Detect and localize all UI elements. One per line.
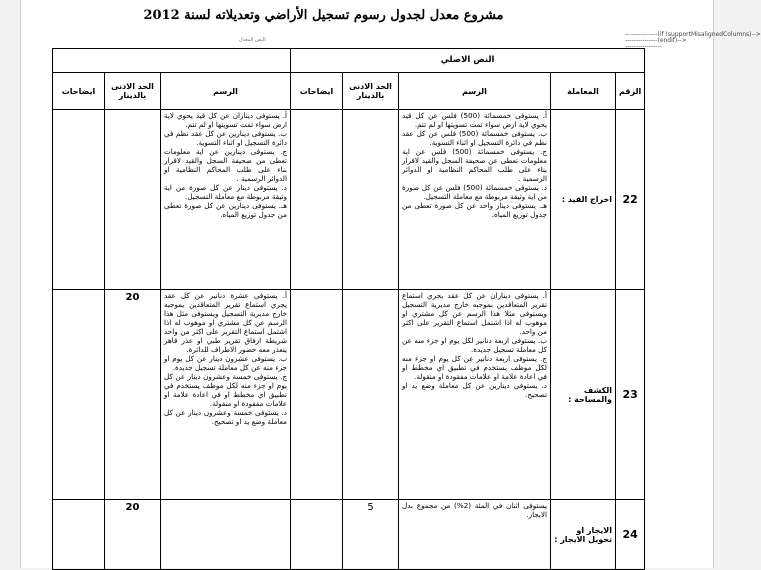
original-fee-cell bbox=[399, 500, 551, 570]
fee-clause: أ. يستوفى ديناران عن كل عقد يجري استماع تقرير المتعاقدين بموجبه خارج مديرية التسجيل ويستوفى مثلا هذا الرسم عن كل مشتري او موهوب له اذا اشتمل استماع التقرير على اكثر من واحد. bbox=[402, 291, 547, 336]
original-min-cell bbox=[343, 110, 399, 290]
amended-notes-cell bbox=[53, 290, 105, 500]
col-fee-header: الرسم bbox=[399, 73, 551, 110]
fee-clause: د. يستوفى دينار عن كل صورة من اية وثيقة مربوطة مع معاملة التسجيل. bbox=[164, 183, 287, 201]
row-transaction: الايجار او تحويل الايجار : bbox=[551, 500, 616, 570]
original-fee-cell bbox=[399, 290, 551, 500]
fee-clause: ب. يستوفى دينارين عن كل عقد نظم في دائرة التسجيل او اثناء التسوية. bbox=[164, 129, 287, 147]
col-min-header: الحد الادنى بالدينار bbox=[343, 73, 399, 110]
fee-clause: ج. يستوفى خمسة وعشرون دينار عن كل يوم او جزء منه لكل موظف يستخدم في تطبيق اي مخطط او في اعادة علامة او علامات مفقودة او منقولة. bbox=[164, 372, 287, 408]
amended-fee-cell bbox=[161, 110, 291, 290]
fee-clause: د. يستوفى دينارين عن كل معاملة وضع يد او تصحيح. bbox=[402, 381, 547, 399]
fee-clause: هـ. يستوفى دينار واحد عن كل صورة تعطى من جدول توزيع المياه. bbox=[402, 201, 547, 219]
col-min-header-amended: الحد الادنى بالدينار bbox=[105, 73, 161, 110]
amended-notes-cell bbox=[53, 500, 105, 570]
meta-line: ---------------(if !supportMisalignedColumns)--> bbox=[625, 31, 761, 38]
row-number: 22 bbox=[616, 110, 645, 290]
col-number-header: الرقم bbox=[616, 73, 645, 110]
original-fee-cell bbox=[399, 110, 551, 290]
original-min-cell: 5 bbox=[343, 500, 399, 570]
fee-clause: ب. يستوفى خمسمائة (500) فلس عن كل عقد نظم في دائرة التسجيل او اثناء التسوية. bbox=[402, 129, 548, 147]
original-min-cell bbox=[343, 290, 399, 500]
fee-clause: ج. يستوفى خمسمائة (500) فلس عن اية معلومات تعطى عن صحيفة السجل والقيد لاقرار بناء على طلب المحاكم النظامية او الدوائر الرسمية . bbox=[402, 147, 548, 183]
amended-min-cell bbox=[105, 110, 161, 290]
original-notes-cell bbox=[291, 500, 343, 570]
amended-min-cell: 20 bbox=[105, 500, 161, 570]
fee-clause: أ. يستوفى عشرة دنانير عن كل عقد يجري استماع تقرير المتعاقدين بموجبه خارج مديرية التسجيل ويستوفى مثل هذا الرسم عن كل مشتري او موهوب له اذا اشتمل استماع التقرير على اكثر من واحد شريطة ارفاق تقرير طبي او عذر قاهر يتعذر معه حضور الاطراف للدائرة. bbox=[164, 291, 287, 354]
fee-clause: د. يستوفى خمسمائة (500) فلس عن كل صورة من اية وثيقة مربوطة مع معاملة التسجيل. bbox=[402, 183, 547, 201]
fee-clause: يستوفى اثنان في المئة (2%) من مجموع بدل الايجار. bbox=[402, 501, 547, 519]
amended-text-header bbox=[53, 49, 291, 73]
amended-label: النص المعدل bbox=[239, 37, 266, 43]
table-row bbox=[53, 290, 645, 500]
row-number: 24 bbox=[616, 500, 645, 570]
col-notes-header-amended: ايضاحات bbox=[53, 73, 105, 110]
row-transaction: الكشف والمساحة : bbox=[551, 290, 616, 500]
row-number: 23 bbox=[616, 290, 645, 500]
fee-clause: د. يستوفى خمسة وعشرون دينار عن كل معاملة وضع يد او تصحيح. bbox=[164, 408, 287, 426]
original-notes-cell bbox=[291, 290, 343, 500]
col-transaction-header: المعاملة bbox=[551, 73, 616, 110]
fee-clause: ب. يستوفى عشرون دينار عن كل يوم او جزء منه عن كل معاملة تسجيل جديدة. bbox=[164, 354, 287, 372]
amended-fee-cell bbox=[161, 290, 291, 500]
amended-notes-cell bbox=[53, 110, 105, 290]
original-text-header: النص الاصلي bbox=[291, 49, 645, 73]
amended-min-cell: 20 bbox=[105, 290, 161, 500]
col-fee-header-amended: الرسم bbox=[161, 73, 291, 110]
original-notes-cell bbox=[291, 110, 343, 290]
amended-fee-cell bbox=[161, 500, 291, 570]
fee-clause: ج. يستوفى اربعة دنانير عن كل يوم او جزء منه لكل موظف يستخدم في تطبيق اي مخطط او في اعادة علامة او علامات مفقودة او منقولة. bbox=[402, 354, 547, 381]
fee-clause: ب. يستوفى اربعة دنانير لكل يوم او جزء منه عن كل معاملة تسجيل جديدة. bbox=[402, 336, 547, 354]
meta-line: ---------------(endif)--> bbox=[625, 37, 687, 44]
fee-clause: أ. يستوفى خمسمائة (500) فلس عن كل قيد يحوي لاية ارض سواء تمت تسويتها او لم تتم. bbox=[402, 111, 547, 129]
table-row bbox=[53, 500, 645, 570]
fee-clause: هـ. يستوفى دينارين عن كل صورة تعطى من جدول توزيع المياه. bbox=[164, 201, 287, 219]
fee-clause: أ. يستوفى ديناران عن كل قيد يحوي لاية ارض سواء تمت تسويتها او لم تتم. bbox=[164, 111, 287, 129]
fee-clause: ج. يستوفى دينارين عن اية معلومات تعطى من صحيفة السجل والقيد لاقرار بناء على طلب المحاكم النظامية او الدوائر الرسمية . bbox=[164, 147, 287, 183]
document-title: مشروع معدل لجدول رسوم تسجيل الأراضي وتعديلاته لسنة 2012 bbox=[143, 8, 504, 23]
meta-line: ----------------- bbox=[625, 43, 662, 50]
table-row bbox=[53, 110, 645, 290]
document-page bbox=[20, 0, 761, 568]
col-notes-header: ايضاحات bbox=[291, 73, 343, 110]
fees-table bbox=[52, 48, 645, 570]
row-transaction: اخراج القيد : bbox=[551, 110, 616, 290]
